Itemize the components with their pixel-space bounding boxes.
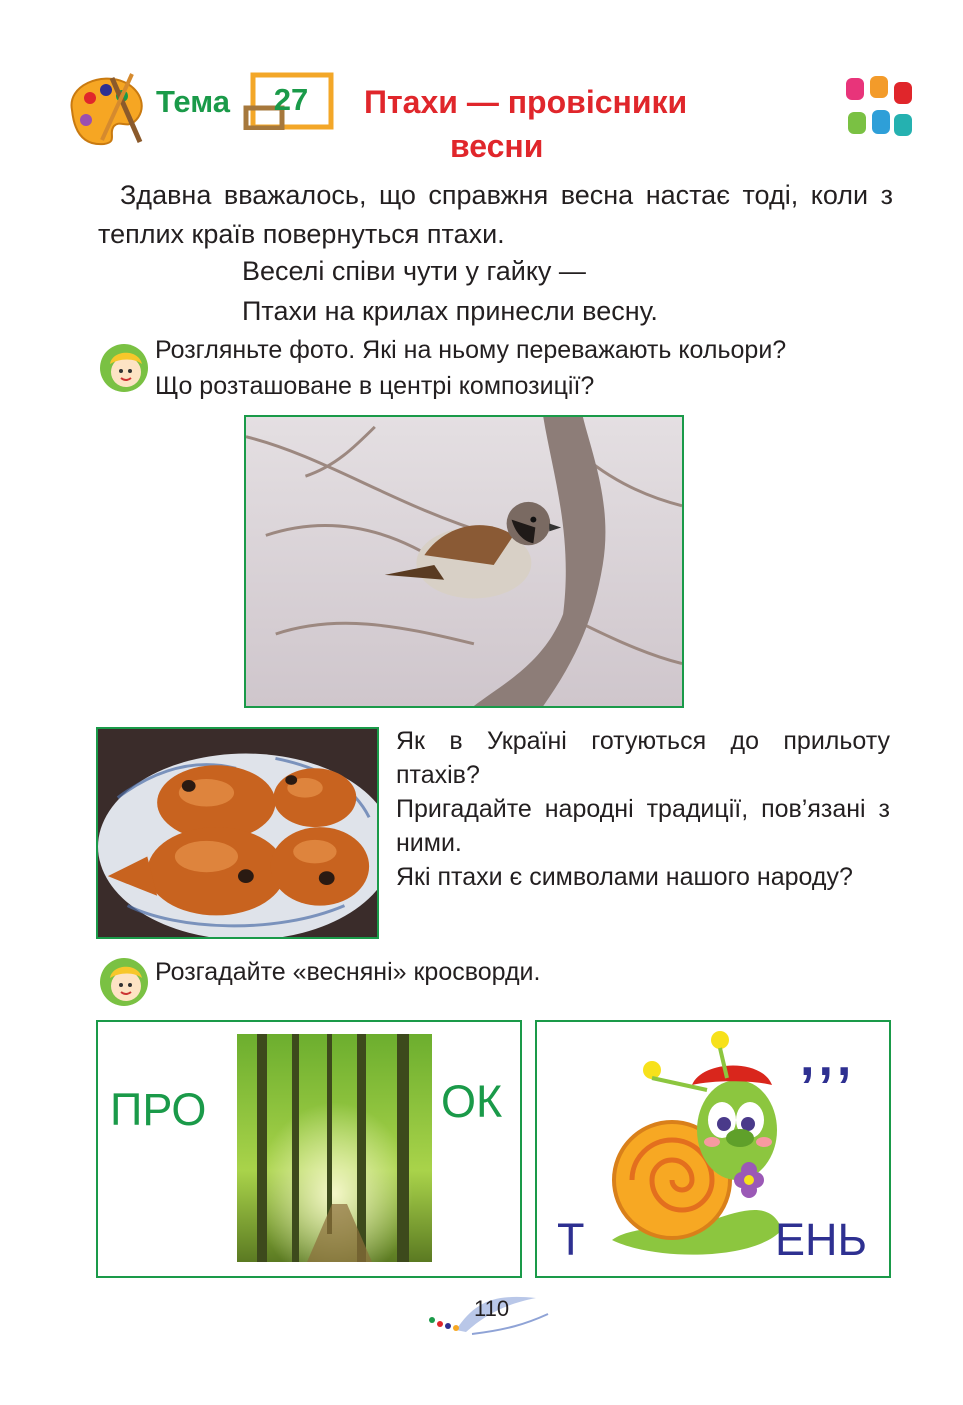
question-block [396,724,890,894]
question-text: Пригадайте народні традиції, пов’язані з ними. [396,795,890,857]
sparrow-photo [244,415,684,708]
forest-picture [237,1034,432,1262]
crossword-apostrophes: ,,, [800,1029,856,1087]
question-text: Розгадайте «весняні» кросворди. [155,958,541,986]
crossword-prefix: ПРО [110,1084,207,1135]
question-text: Як в Україні готуються до прильоту птахів? [396,727,890,789]
question-text: Розгляньте фото. Які на ньому переважають кольори? [155,336,787,364]
poem-line: Птахи на крилах принесли весну. [242,296,658,326]
page-title-line1: Птахи — провісники [364,84,688,120]
question-text: Які птахи є символами нашого народу? [396,863,853,891]
topic-label: Тема [156,84,230,119]
topic-number: 27 [273,82,309,117]
page-number: 110 [474,1296,510,1321]
crossword-suffix: ОК [441,1076,503,1127]
question-text: Що розташоване в центрі композиції? [155,372,595,400]
hands-icon [842,74,918,144]
intro-paragraph: Здавна вважалось, що справжня весна настає тоді, коли з теплих країв повернуться птахи. [98,180,893,249]
crossword-suffix: ЕНЬ [775,1214,868,1265]
bird-buns-photo [96,727,379,939]
poem-line: Веселі співи чути у гайку — [242,256,586,286]
page-title-line2: весни [450,128,544,164]
kid-face-icon [98,956,150,1008]
palette-icon [62,70,152,148]
crossword-prefix: Т [557,1214,585,1265]
snail-picture [592,1030,792,1262]
kid-face-icon [98,342,150,394]
